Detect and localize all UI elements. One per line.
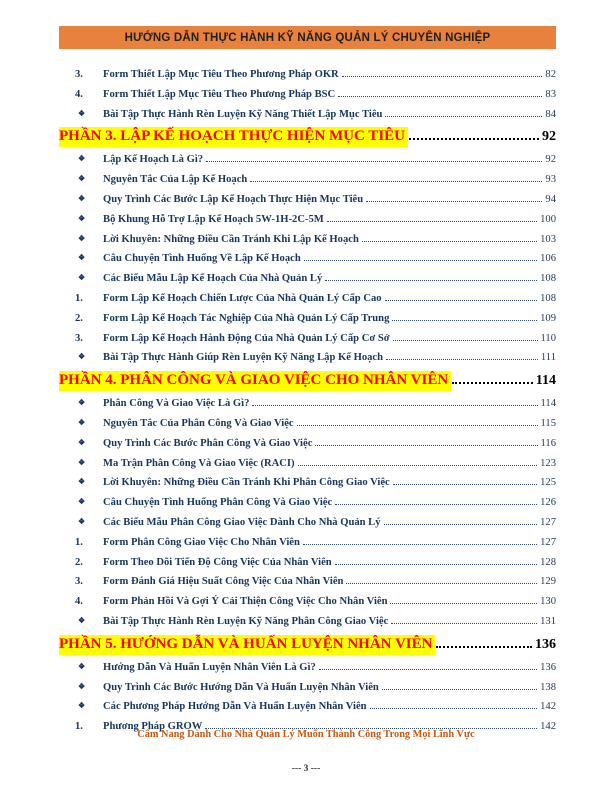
toc-entry-marker: ❖ <box>78 352 86 362</box>
toc-entry-marker: ❖ <box>78 193 86 203</box>
toc-dot-leader <box>298 454 538 466</box>
toc-dot-leader <box>297 414 538 426</box>
toc-entry-page: 114 <box>540 398 556 410</box>
toc-entry-label: Nguyên Tắc Của Lập Kế Hoạch <box>103 174 248 186</box>
toc-entry-label: Quy Trình Các Bước Lập Kế Hoạch Thực Hiện Mục Tiêu <box>103 193 364 205</box>
toc-entry-page: 114 <box>535 373 556 389</box>
toc-entry-page: 82 <box>545 69 556 80</box>
toc-entry-label: Quy Trình Các Bước Phân Công Và Giao Việc <box>103 437 313 449</box>
toc-dot-leader <box>393 473 537 485</box>
toc-entry-bullet[interactable] <box>59 675 556 695</box>
toc-entry-section[interactable] <box>59 365 556 391</box>
toc-entry-marker: ❖ <box>78 497 86 507</box>
toc-dot-leader <box>342 65 543 77</box>
toc-entry-page: 123 <box>540 457 556 469</box>
toc-entry-label: Form Đánh Giá Hiệu Suất Công Việc Của Nhân Viên <box>103 576 344 588</box>
toc-entry-marker: ❖ <box>78 661 86 671</box>
toc-entry-bullet[interactable] <box>59 391 556 411</box>
toc-dot-leader <box>385 289 538 301</box>
toc-entry-page: 84 <box>545 108 556 120</box>
toc-entry-bullet[interactable] <box>59 147 556 167</box>
toc-entry-marker: ❖ <box>78 398 86 408</box>
toc-entry-numbered[interactable] <box>59 306 556 326</box>
toc-entry-page: 92 <box>542 129 556 145</box>
page-header-banner <box>59 26 556 49</box>
toc-dot-leader <box>315 434 537 446</box>
toc-entry-numbered[interactable] <box>59 550 556 570</box>
toc-entry-page: 109 <box>540 312 556 324</box>
toc-entry-label: Lời Khuyên: Những Điều Cần Tránh Khi Phân Công Giao Việc <box>103 477 390 489</box>
toc-dot-leader <box>393 329 538 341</box>
toc-entry-marker: 4. <box>75 88 83 100</box>
toc-entry-page: 126 <box>540 497 556 509</box>
toc-entry-marker: ❖ <box>78 417 86 427</box>
toc-entry-page: 127 <box>540 516 556 528</box>
toc-entry-numbered[interactable] <box>59 569 556 589</box>
toc-entry-numbered[interactable] <box>59 326 556 346</box>
toc-entry-page: 130 <box>540 596 556 608</box>
toc-entry-bullet[interactable] <box>59 694 556 714</box>
toc-entry-bullet[interactable] <box>59 411 556 431</box>
toc-entry-page: 115 <box>540 417 556 429</box>
toc-entry-numbered[interactable] <box>59 286 556 306</box>
toc-entry-page: 111 <box>540 352 556 364</box>
toc-dot-leader <box>384 513 538 525</box>
toc-entry-bullet[interactable] <box>59 187 556 207</box>
toc-entry-section[interactable] <box>59 121 556 147</box>
toc-entry-bullet[interactable] <box>59 227 556 247</box>
toc-entry-marker: 1. <box>75 292 83 304</box>
toc-entry-label: PHẦN 3. LẬP KẾ HOẠCH THỰC HIỆN MỤC TIÊU <box>59 127 408 147</box>
toc-dot-leader <box>303 533 537 545</box>
toc-dot-leader <box>391 612 537 624</box>
toc-entry-page: 142 <box>540 701 556 713</box>
toc-entry-page: 127 <box>540 536 556 548</box>
document-title: HƯỚNG DẪN THỰC HÀNH KỸ NĂNG QUẢN LÝ CHUYÊN NGHIỆP <box>124 31 491 44</box>
toc-entry-marker: ❖ <box>78 516 86 526</box>
toc-entry-marker: ❖ <box>78 457 86 467</box>
toc-dot-leader <box>335 493 537 505</box>
toc-entry-label: Form Thiết Lập Mục Tiêu Theo Phương Pháp BSC <box>103 88 336 100</box>
toc-entry-bullet[interactable] <box>59 102 556 122</box>
toc-dot-leader <box>390 592 537 604</box>
toc-entry-marker: 2. <box>75 312 83 324</box>
toc-entry-marker: ❖ <box>78 154 86 164</box>
toc-entry-label: Câu Chuyện Tình Huống Về Lập Kế Hoạch <box>103 253 301 265</box>
toc-entry-page: 93 <box>545 174 556 186</box>
toc-entry-label: Lập Kế Hoạch Là Gì? <box>103 154 204 166</box>
toc-dot-leader <box>206 150 542 162</box>
toc-entry-bullet[interactable] <box>59 167 556 187</box>
toc-dot-leader <box>452 369 533 384</box>
table-of-contents <box>59 62 556 734</box>
toc-entry-label: Phương Pháp GROW <box>103 721 203 733</box>
toc-dot-leader <box>366 190 542 202</box>
toc-entry-page: 142 <box>540 721 556 733</box>
toc-entry-marker: ❖ <box>78 233 86 243</box>
toc-entry-label: Form Phản Hồi Và Gợi Ý Cải Thiện Công Việc Cho Nhân Viên <box>103 596 388 608</box>
toc-entry-bullet[interactable] <box>59 345 556 365</box>
toc-entry-marker: ❖ <box>78 174 86 184</box>
toc-entry-section[interactable] <box>59 629 556 655</box>
toc-entry-page: 108 <box>540 273 556 285</box>
toc-entry-label: Các Biểu Mẫu Lập Kế Hoạch Của Nhà Quản Lý <box>103 273 323 285</box>
toc-entry-page: 136 <box>540 661 556 673</box>
toc-dot-leader <box>250 170 542 182</box>
toc-entry-page: 136 <box>535 636 556 652</box>
page-number: --- 3 --- <box>291 764 321 774</box>
toc-entry-bullet[interactable] <box>59 470 556 490</box>
toc-entry-bullet[interactable] <box>59 609 556 629</box>
toc-entry-bullet[interactable] <box>59 266 556 286</box>
toc-entry-label: PHẦN 4. PHÂN CÔNG VÀ GIAO VIỆC CHO NHÂN VIÊN <box>59 371 451 391</box>
toc-entry-label: Form Phân Công Giao Việc Cho Nhân Viên <box>103 536 300 548</box>
toc-entry-marker: 3. <box>75 332 83 344</box>
toc-entry-page: 100 <box>540 213 556 225</box>
toc-entry-marker: ❖ <box>78 615 86 625</box>
toc-entry-marker: 4. <box>75 596 83 608</box>
toc-dot-leader <box>362 230 537 242</box>
toc-entry-label: Bộ Khung Hỗ Trợ Lập Kế Hoạch 5W-1H-2C-5M <box>103 213 324 225</box>
toc-entry-marker: ❖ <box>78 437 86 447</box>
toc-entry-label: Ma Trận Phân Công Và Giao Việc (RACI) <box>103 457 295 469</box>
toc-entry-numbered[interactable] <box>59 589 556 609</box>
toc-entry-page: 138 <box>540 681 556 693</box>
toc-entry-label: Các Biểu Mẫu Phân Công Giao Việc Dành Cho Nhà Quản Lý <box>103 516 381 528</box>
toc-entry-page: 103 <box>540 233 556 245</box>
toc-entry-label: Lời Khuyên: Những Điều Cần Tránh Khi Lập Kế Hoạch <box>103 233 359 245</box>
toc-entry-marker: ❖ <box>78 477 86 487</box>
toc-entry-bullet[interactable] <box>59 207 556 227</box>
toc-dot-leader <box>325 269 537 281</box>
toc-entry-marker: ❖ <box>78 273 86 283</box>
toc-entry-page: 92 <box>545 154 556 166</box>
toc-entry-bullet[interactable] <box>59 490 556 510</box>
toc-dot-leader <box>319 658 537 670</box>
toc-entry-bullet[interactable] <box>59 510 556 530</box>
toc-entry-marker: 2. <box>75 556 83 568</box>
toc-dot-leader <box>304 249 537 261</box>
toc-entry-marker: 3. <box>75 69 83 80</box>
toc-entry-label: PHẦN 5. HƯỚNG DẪN VÀ HUẤN LUYỆN NHÂN VIÊN <box>59 635 435 655</box>
toc-entry-label: Bài Tập Thực Hành Rèn Luyện Kỹ Năng Thiết Lập Mục Tiêu <box>103 108 383 120</box>
toc-entry-marker: ❖ <box>78 213 86 223</box>
toc-entry-marker: ❖ <box>78 253 86 263</box>
toc-dot-leader <box>385 105 542 117</box>
toc-entry-marker: ❖ <box>78 681 86 691</box>
toc-dot-leader <box>338 85 542 97</box>
toc-entry-label: Form Theo Dõi Tiến Độ Công Việc Của Nhân Viên <box>103 556 332 568</box>
toc-entry-numbered[interactable] <box>59 62 556 82</box>
toc-entry-page: 116 <box>540 437 556 449</box>
toc-entry-label: Bài Tập Thực Hành Rèn Luyện Kỹ Năng Phân Công Giao Việc <box>103 615 389 627</box>
toc-entry-label: Hướng Dẫn Và Huấn Luyện Nhân Viên Là Gì? <box>103 661 316 673</box>
toc-entry-bullet[interactable] <box>59 451 556 471</box>
toc-dot-leader <box>370 697 538 709</box>
toc-entry-page: 108 <box>540 292 556 304</box>
toc-dot-leader <box>382 678 537 690</box>
toc-entry-marker: 1. <box>75 536 83 548</box>
toc-entry-numbered[interactable] <box>59 82 556 102</box>
toc-entry-page: 131 <box>540 615 556 627</box>
toc-entry-label: Câu Chuyện Tình Huống Phân Công Và Giao Việc <box>103 497 333 509</box>
toc-entry-label: Quy Trình Các Bước Hướng Dẫn Và Huấn Luyện Nhân Viên <box>103 681 379 693</box>
toc-entry-label: Form Lập Kế Hoạch Hành Động Của Nhà Quản Lý Cấp Cơ Sở <box>103 332 390 344</box>
toc-entry-label: Form Lập Kế Hoạch Tác Nghiệp Của Nhà Quản Lý Cấp Trung <box>103 312 390 324</box>
toc-dot-leader <box>327 210 537 222</box>
toc-dot-leader <box>392 309 537 321</box>
toc-dot-leader <box>436 633 532 648</box>
toc-entry-marker: ❖ <box>78 701 86 711</box>
toc-entry-label: Form Thiết Lập Mục Tiêu Theo Phương Pháp OKR <box>103 69 339 80</box>
toc-dot-leader <box>205 717 537 729</box>
toc-entry-page: 83 <box>545 88 556 100</box>
toc-entry-page: 94 <box>545 193 556 205</box>
toc-entry-page: 106 <box>540 253 556 265</box>
toc-dot-leader <box>409 125 539 140</box>
toc-entry-label: Form Lập Kế Hoạch Chiến Lược Của Nhà Quản Lý Cấp Cao <box>103 292 382 304</box>
toc-entry-marker: 1. <box>75 721 83 733</box>
toc-entry-page: 125 <box>540 477 556 489</box>
toc-entry-marker: ❖ <box>78 108 86 118</box>
toc-entry-page: 110 <box>540 332 556 344</box>
toc-entry-bullet[interactable] <box>59 655 556 675</box>
toc-entry-bullet[interactable] <box>59 431 556 451</box>
toc-entry-page: 128 <box>540 556 556 568</box>
toc-dot-leader <box>386 348 538 360</box>
toc-entry-label: Các Phương Pháp Hướng Dẫn Và Huấn Luyện Nhân Viên <box>103 701 367 713</box>
toc-entry-page: 129 <box>540 576 556 588</box>
toc-entry-marker: 3. <box>75 576 83 588</box>
toc-entry-label: Bài Tập Thực Hành Giúp Rèn Luyện Kỹ Năng Lập Kế Hoạch <box>103 352 384 364</box>
footer-tagline: Cẩm Nang Dành Cho Nhà Quản Lý Muốn Thành Công Trong Mọi Lĩnh Vực <box>137 729 475 740</box>
toc-entry-numbered[interactable] <box>59 530 556 550</box>
toc-entry-label: Nguyên Tắc Của Phân Công Và Giao Việc <box>103 417 294 429</box>
toc-dot-leader <box>252 394 537 406</box>
toc-entry-bullet[interactable] <box>59 246 556 266</box>
toc-dot-leader <box>346 572 537 584</box>
toc-entry-label: Phân Công Và Giao Việc Là Gì? <box>103 398 250 410</box>
toc-dot-leader <box>335 553 537 565</box>
